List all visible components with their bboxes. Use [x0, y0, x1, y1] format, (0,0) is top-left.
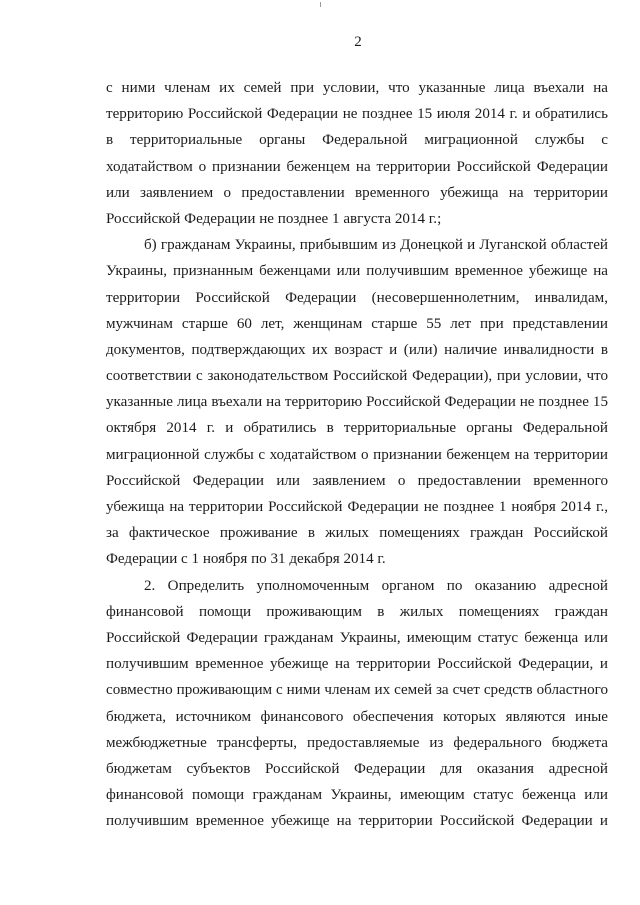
text-line: межбюджетные трансферты, предоставляемые из федерального бюджета	[106, 734, 608, 751]
paragraph-item-b	[106, 232, 608, 572]
document-body	[106, 75, 608, 834]
text-line: документов, подтверждающих их возраст и (или) наличие инвалидности в	[106, 341, 608, 358]
text-line: финансовой помощи проживающим в жилых помещениях граждан	[106, 603, 608, 620]
text-line: с ними членам их семей при условии, что указанные лица въехали на	[106, 80, 608, 96]
text-line: ходатайством о признании беженцем на территории Российской Федерации	[106, 158, 608, 175]
paragraph-item-2	[106, 573, 608, 835]
text-line: совместно проживающим с ними членам их семей за счет средств областного	[106, 682, 608, 699]
text-line: получившим временное убежище на территории Российской Федерации, и	[106, 656, 608, 673]
text-line: Украины, признанным беженцами или получившим временное убежище на	[106, 263, 608, 280]
text-line: б) гражданам Украины, прибывшим из Донецкой и Луганской областей	[144, 237, 608, 254]
page-number: 2	[354, 34, 362, 50]
paragraph-continuation	[106, 75, 608, 232]
text-line: Российской Федерации или заявлением о предоставлении временного	[106, 472, 608, 489]
text-line: мужчинам старше 60 лет, женщинам старше 55 лет при представлении	[106, 315, 608, 332]
text-line: получившим временное убежище на территории Российской Федерации и	[106, 813, 608, 830]
text-line: 2. Определить уполномоченным органом по оказанию адресной	[144, 577, 608, 594]
text-line: в территориальные органы Федеральной миграционной службы с	[106, 132, 608, 149]
text-line: убежища на территории Российской Федерации не позднее 1 ноября 2014 г.,	[106, 499, 608, 515]
text-line: финансовой помощи гражданам Украины, имеющим статус беженца или	[106, 787, 608, 804]
text-line: Федерации с 1 ноября по 31 декабря 2014 г.	[106, 551, 386, 568]
text-line: указанные лица въехали на территорию Российской Федерации не позднее 15	[106, 394, 608, 411]
text-line: октября 2014 г. и обратились в территориальные органы Федеральной	[106, 420, 608, 437]
text-line: за фактическое проживание в жилых помещениях граждан Российской	[106, 525, 608, 542]
text-line: территории Российской Федерации (несовершеннолетним, инвалидам,	[106, 289, 608, 306]
text-line: территорию Российской Федерации не позднее 15 июля 2014 г. и обратились	[106, 106, 608, 123]
text-line: бюджета, источником финансового обеспечения которых являются иные	[106, 708, 608, 725]
text-line: миграционной службы с ходатайством о признании беженцем на территории	[106, 446, 608, 463]
text-line: Российской Федерации гражданам Украины, имеющим статус беженца или	[106, 629, 608, 646]
text-line: Российской Федерации не позднее 1 августа 2014 г.;	[106, 210, 442, 227]
text-line: соответствии с законодательством Российской Федерации), при условии, что	[106, 368, 608, 385]
text-line: или заявлением о предоставлении временного убежища на территории	[106, 184, 608, 201]
text-line: бюджетам субъектов Российской Федерации для оказания адресной	[106, 760, 608, 777]
scan-mark	[320, 2, 321, 7]
